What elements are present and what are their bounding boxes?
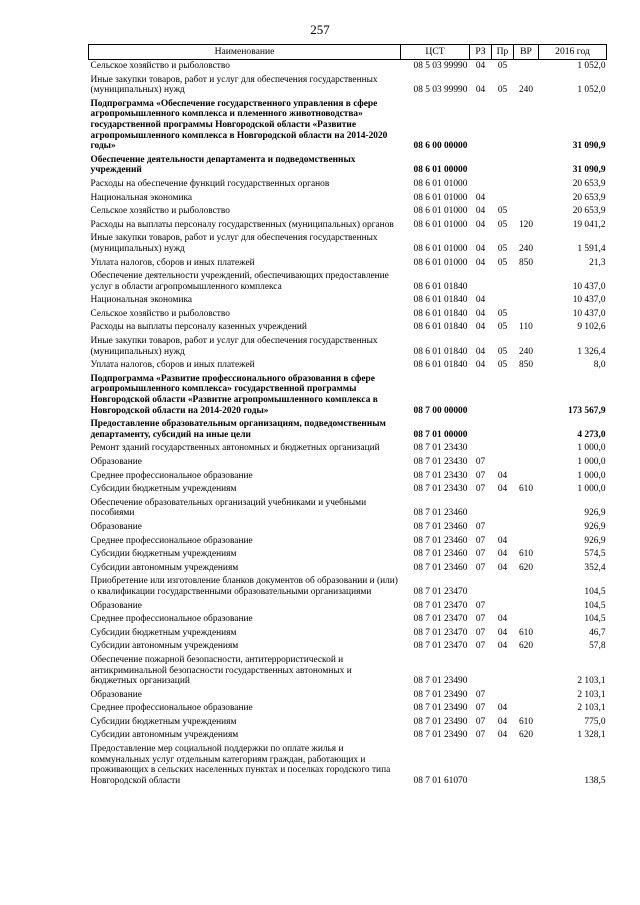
- cell-name: Иные закупки товаров, работ и услуг для обеспечения государственных (муниципальных) нужд: [90, 233, 378, 254]
- cell-rz: [470, 575, 492, 599]
- cell-year: 1 052,0: [577, 85, 606, 96]
- cell-cst: 08 6 01 00000: [413, 165, 468, 176]
- cell-cst: 08 6 01 01000: [413, 219, 468, 230]
- cell-pr: 04: [497, 627, 508, 638]
- cell-vr: [514, 373, 539, 418]
- cell-rz: 04: [475, 295, 486, 306]
- cell-name: Предоставление образовательным организациям, подведомственным департаменту, субсидий на иные цели: [90, 419, 386, 440]
- header-name: Наименование: [89, 45, 401, 60]
- cell-name: Субсидии автономным учреждениям: [90, 730, 239, 741]
- cell-pr: [492, 689, 514, 703]
- cell-vr: [514, 600, 539, 614]
- table-row: [89, 359, 607, 373]
- cell-rz: 07: [475, 549, 486, 560]
- table-row: [89, 270, 607, 294]
- cell-pr: [492, 575, 514, 599]
- cell-name: Национальная экономика: [90, 192, 193, 203]
- cell-year: 20 653,9: [572, 192, 606, 203]
- cell-year: 10 437,0: [572, 295, 606, 306]
- cell-cst: 08 7 01 23490: [413, 689, 468, 700]
- cell-year: 1 000,0: [577, 484, 606, 495]
- cell-name: Субсидии бюджетным учреждениям: [90, 549, 237, 560]
- cell-vr: 110: [519, 322, 533, 333]
- cell-rz: 04: [475, 192, 486, 203]
- cell-vr: [514, 154, 539, 178]
- cell-cst: 08 7 01 23430: [413, 470, 468, 481]
- header-year: 2016 год: [539, 45, 607, 60]
- cell-rz: 04: [475, 219, 486, 230]
- cell-rz: 04: [475, 61, 486, 71]
- cell-name: Субсидии бюджетным учреждениям: [90, 627, 237, 638]
- cell-pr: 04: [497, 562, 508, 573]
- cell-year: 926,9: [584, 521, 606, 532]
- table-row: [89, 335, 607, 359]
- table-row: [89, 575, 607, 599]
- cell-rz: 04: [475, 322, 486, 333]
- cell-pr: 04: [497, 535, 508, 546]
- table-header-row: [89, 45, 607, 60]
- cell-vr: 240: [518, 346, 534, 357]
- cell-cst: 08 6 01 01840: [413, 295, 468, 306]
- cell-rz: 07: [475, 562, 486, 573]
- cell-vr: [514, 192, 539, 206]
- cell-pr: 04: [497, 470, 508, 481]
- cell-vr: [514, 689, 539, 703]
- cell-vr: 610: [518, 627, 534, 638]
- cell-year: 352,4: [584, 562, 606, 573]
- cell-year: 20 653,9: [572, 206, 606, 217]
- cell-year: 104,5: [584, 586, 606, 597]
- cell-pr: [492, 418, 514, 442]
- cell-cst: 08 6 01 01000: [413, 206, 468, 217]
- cell-name: Образование: [90, 689, 142, 700]
- table-row: [89, 232, 607, 256]
- cell-cst: 08 7 01 23460: [413, 549, 468, 560]
- cell-cst: 08 6 01 01000: [413, 192, 468, 203]
- cell-name: Среднее профессиональное образование: [90, 703, 253, 714]
- cell-year: 46,7: [589, 627, 606, 638]
- cell-pr: 04: [497, 614, 508, 625]
- cell-year: 1 000,0: [577, 457, 606, 467]
- cell-vr: 620: [518, 730, 534, 741]
- cell-cst: 08 7 01 23460: [413, 521, 468, 532]
- cell-pr: 04: [497, 716, 508, 727]
- cell-name: Образование: [90, 457, 142, 467]
- cell-year: 9 102,6: [577, 322, 606, 333]
- cell-vr: [514, 470, 539, 484]
- table-row: [89, 373, 607, 418]
- cell-pr: [492, 154, 514, 178]
- cell-year: 31 090,9: [572, 141, 606, 152]
- cell-rz: 04: [475, 360, 486, 371]
- cell-rz: [470, 418, 492, 442]
- cell-cst: 08 7 00 00000: [413, 405, 468, 416]
- cell-vr: [514, 654, 539, 689]
- cell-pr: 05: [497, 360, 508, 371]
- table-row: [89, 154, 607, 178]
- cell-rz: 07: [475, 535, 486, 546]
- table-row: [89, 74, 607, 98]
- cell-pr: [492, 178, 514, 192]
- cell-pr: 04: [497, 549, 508, 560]
- cell-rz: [470, 373, 492, 418]
- cell-pr: 04: [497, 484, 508, 495]
- cell-vr: [514, 456, 539, 470]
- cell-vr: [514, 308, 539, 322]
- cell-year: 31 090,9: [572, 165, 606, 176]
- table-row: [89, 98, 607, 154]
- cell-name: Среднее профессиональное образование: [90, 535, 253, 546]
- cell-cst: 08 7 01 23470: [413, 627, 468, 638]
- cell-cst: 08 6 01 01000: [413, 243, 468, 254]
- cell-year: 1 000,0: [577, 443, 606, 454]
- cell-cst: 08 6 01 01840: [413, 360, 468, 371]
- cell-year: 2 103,1: [577, 703, 606, 714]
- cell-name: Расходы на обеспечение функций государственных органов: [90, 178, 330, 189]
- cell-name: Иные закупки товаров, работ и услуг для обеспечения государственных (муниципальных) нужд: [90, 336, 378, 357]
- cell-year: 1 052,0: [577, 61, 606, 71]
- cell-pr: [492, 497, 514, 521]
- cell-rz: 04: [475, 206, 486, 217]
- cell-year: 775,0: [584, 716, 606, 727]
- cell-pr: 05: [497, 61, 508, 71]
- cell-pr: [492, 654, 514, 689]
- table-row: [89, 60, 607, 74]
- cell-name: Иные закупки товаров, работ и услуг для обеспечения государственных (муниципальных) нужд: [90, 74, 378, 96]
- table-row: [89, 521, 607, 535]
- cell-year: 104,5: [584, 600, 606, 611]
- table-row: [89, 456, 607, 470]
- cell-vr: [514, 442, 539, 456]
- cell-year: 1 000,0: [577, 470, 606, 481]
- table-row: [89, 716, 607, 730]
- table-row: [89, 613, 607, 627]
- cell-rz: [470, 98, 492, 154]
- cell-name: Подпрограмма «Развитие профессионального образования в сфере агропромышленного комплекса» государственной программы Новгородской области «Развитие агропромышленного комплекса в Новгородской области на 2014-2020 годы»: [90, 373, 378, 416]
- cell-rz: 07: [475, 703, 486, 714]
- cell-vr: 240: [518, 85, 534, 96]
- cell-cst: 08 7 01 23430: [413, 457, 468, 467]
- cell-name: Национальная экономика: [90, 295, 193, 306]
- cell-pr: 05: [497, 206, 508, 217]
- table-row: [89, 178, 607, 192]
- cell-name: Субсидии бюджетным учреждениям: [90, 716, 237, 727]
- cell-name: Обеспечение деятельности учреждений, обеспечивающих предоставление услуг в области агропромышленного комплекса: [90, 271, 389, 292]
- cell-vr: [514, 521, 539, 535]
- cell-cst: 08 7 01 00000: [413, 429, 468, 440]
- cell-name: Расходы на выплаты персоналу казенных учреждений: [90, 322, 307, 333]
- table-row: [89, 257, 607, 271]
- cell-vr: [514, 497, 539, 521]
- cell-year: 574,5: [584, 549, 606, 560]
- cell-year: 10 437,0: [572, 281, 606, 292]
- cell-year: 57,8: [589, 641, 606, 652]
- cell-vr: 620: [518, 562, 534, 573]
- cell-year: 2 103,1: [577, 676, 606, 687]
- cell-cst: 08 7 01 23430: [413, 443, 468, 454]
- cell-pr: [492, 743, 514, 788]
- cell-pr: 04: [497, 703, 508, 714]
- cell-year: 104,5: [584, 614, 606, 625]
- table-row: [89, 689, 607, 703]
- cell-pr: [492, 98, 514, 154]
- table-row: [89, 497, 607, 521]
- cell-rz: [470, 154, 492, 178]
- table-row: [89, 321, 607, 335]
- cell-pr: [492, 442, 514, 456]
- cell-rz: [470, 442, 492, 456]
- cell-cst: 08 7 01 23490: [413, 676, 468, 687]
- cell-pr: [492, 192, 514, 206]
- cell-year: 10 437,0: [572, 308, 606, 319]
- table-row: [89, 654, 607, 689]
- cell-rz: 07: [475, 641, 486, 652]
- table-row: [89, 483, 607, 497]
- cell-name: Среднее профессиональное образование: [90, 470, 253, 481]
- cell-vr: [514, 535, 539, 549]
- cell-cst: 08 6 01 01840: [413, 322, 468, 333]
- cell-rz: [470, 178, 492, 192]
- cell-vr: 850: [518, 360, 534, 371]
- cell-cst: 08 6 01 01840: [413, 308, 468, 319]
- cell-cst: 08 5 03 99990: [413, 85, 468, 96]
- cell-name: Образование: [90, 600, 142, 611]
- cell-pr: 05: [497, 346, 508, 357]
- table-row: [89, 548, 607, 562]
- cell-name: Расходы на выплаты персоналу государственных (муниципальных) органов: [90, 219, 394, 230]
- cell-rz: [470, 497, 492, 521]
- cell-name: Субсидии автономным учреждениям: [90, 641, 239, 652]
- header-rz: РЗ: [470, 45, 492, 60]
- cell-pr: 05: [497, 308, 508, 319]
- cell-rz: 04: [475, 243, 486, 254]
- cell-rz: [470, 743, 492, 788]
- table-row: [89, 308, 607, 322]
- cell-rz: [470, 654, 492, 689]
- cell-name: Субсидии автономным учреждениям: [90, 562, 239, 573]
- cell-year: 926,9: [584, 535, 606, 546]
- cell-vr: 620: [518, 641, 534, 652]
- cell-year: 1 326,4: [577, 346, 606, 357]
- cell-cst: 08 7 01 61070: [413, 775, 468, 786]
- cell-cst: 08 6 01 01000: [413, 178, 468, 189]
- cell-name: Сельское хозяйство и рыболовство: [90, 308, 230, 319]
- cell-cst: 08 7 01 23470: [413, 614, 468, 625]
- table-row: [89, 418, 607, 442]
- cell-rz: [470, 270, 492, 294]
- cell-pr: 05: [497, 85, 508, 96]
- cell-pr: 05: [497, 219, 508, 230]
- header-pr: Пр: [492, 45, 514, 60]
- cell-pr: 04: [497, 730, 508, 741]
- cell-rz: 04: [475, 257, 486, 268]
- table-row: [89, 535, 607, 549]
- table-row: [89, 627, 607, 641]
- cell-name: Среднее профессиональное образование: [90, 614, 253, 625]
- cell-year: 1 591,4: [577, 243, 606, 254]
- cell-cst: 08 7 01 23430: [413, 484, 468, 495]
- cell-cst: 08 7 01 23460: [413, 535, 468, 546]
- cell-rz: 07: [475, 730, 486, 741]
- cell-vr: 240: [518, 243, 534, 254]
- cell-name: Обеспечение образовательных организаций учебниками и учебными пособиями: [90, 497, 367, 519]
- table-row: [89, 600, 607, 614]
- cell-vr: [514, 60, 539, 74]
- cell-vr: 610: [518, 549, 534, 560]
- cell-cst: 08 7 01 23470: [413, 641, 468, 652]
- cell-year: 1 328,1: [577, 730, 606, 741]
- cell-pr: [492, 456, 514, 470]
- table-row: [89, 470, 607, 484]
- cell-cst: 08 7 01 23490: [413, 703, 468, 714]
- cell-vr: [514, 294, 539, 308]
- cell-pr: [492, 600, 514, 614]
- budget-table: [88, 44, 607, 788]
- cell-name: Субсидии бюджетным учреждениям: [90, 484, 237, 495]
- table-body: [89, 60, 607, 789]
- cell-vr: [514, 98, 539, 154]
- cell-pr: 05: [497, 322, 508, 333]
- cell-name: Сельское хозяйство и рыболовство: [90, 206, 230, 217]
- cell-year: 2 103,1: [577, 689, 606, 700]
- cell-vr: [514, 418, 539, 442]
- cell-rz: 07: [475, 716, 486, 727]
- cell-vr: 610: [518, 484, 534, 495]
- cell-name: Образование: [90, 521, 142, 532]
- cell-vr: [514, 613, 539, 627]
- cell-vr: [514, 270, 539, 294]
- table-row: [89, 743, 607, 788]
- cell-cst: 08 6 01 01840: [413, 346, 468, 357]
- cell-cst: 08 6 01 01840: [413, 281, 468, 292]
- cell-cst: 08 7 01 23460: [413, 562, 468, 573]
- cell-rz: 07: [475, 614, 486, 625]
- cell-name: Подпрограмма «Обеспечение государственного управления в сфере агропромышленного комплекса и племенного животноводства» государственной программы Новгородской области «Развитие агропромышленного комплекса в Новгородской области на 2014-2020 годы»: [90, 98, 388, 152]
- cell-vr: 850: [518, 257, 534, 268]
- cell-year: 19 041,2: [572, 219, 606, 230]
- table-row: [89, 192, 607, 206]
- cell-name: Ремонт зданий государственных автономных и бюджетных организаций: [90, 443, 380, 454]
- cell-rz: 04: [475, 346, 486, 357]
- cell-cst: 08 7 01 23490: [413, 716, 468, 727]
- cell-name: Сельское хозяйство и рыболовство: [90, 61, 230, 71]
- cell-cst: 08 7 01 23470: [413, 586, 468, 597]
- table-row: [89, 294, 607, 308]
- cell-name: Обеспечение деятельности департамента и подведомственных учреждений: [90, 154, 356, 176]
- cell-year: 21,3: [589, 257, 606, 268]
- cell-rz: 07: [475, 521, 486, 532]
- cell-year: 173 567,9: [568, 405, 606, 416]
- table-row: [89, 729, 607, 743]
- cell-rz: 07: [475, 689, 486, 700]
- cell-pr: 05: [497, 257, 508, 268]
- cell-pr: [492, 373, 514, 418]
- cell-rz: 04: [475, 85, 486, 96]
- cell-vr: [514, 575, 539, 599]
- table-row: [89, 562, 607, 576]
- cell-vr: 120: [518, 219, 534, 230]
- cell-rz: 07: [475, 457, 486, 467]
- cell-name: Приобретение или изготовление бланков документов об образовании и (или) о квалификации государственными образовательными организациями: [90, 576, 398, 597]
- table-row: [89, 442, 607, 456]
- cell-year: 138,5: [584, 775, 606, 786]
- cell-pr: [492, 294, 514, 308]
- table-row: [89, 219, 607, 233]
- cell-rz: 04: [475, 308, 486, 319]
- cell-vr: [514, 743, 539, 788]
- cell-year: 926,9: [584, 508, 606, 519]
- cell-cst: 08 5 03 99990: [413, 61, 468, 71]
- header-cst: ЦСТ: [401, 45, 470, 60]
- cell-name: Предоставление мер социальной поддержки по оплате жилья и коммунальных услуг отдельным категориям граждан, работающих и проживающих в сельских населенных пунктах и поселках городского типа Новгородской области: [90, 744, 391, 786]
- cell-vr: [514, 205, 539, 219]
- cell-name: Уплата налогов, сборов и иных платежей: [90, 360, 255, 371]
- page-number: 257: [310, 22, 330, 37]
- table-row: [89, 205, 607, 219]
- header-vr: ВР: [514, 45, 539, 60]
- cell-cst: 08 7 01 23460: [413, 508, 468, 519]
- cell-vr: [514, 702, 539, 716]
- cell-name: Обеспечение пожарной безопасности, антитеррористической и антикриминальной безопасности государственных автономных и бюджетных организаций: [90, 654, 352, 687]
- cell-year: 20 653,9: [572, 178, 606, 189]
- cell-name: Уплата налогов, сборов и иных платежей: [90, 257, 255, 268]
- cell-pr: 04: [497, 641, 508, 652]
- table-row: [89, 640, 607, 654]
- cell-pr: [492, 270, 514, 294]
- cell-rz: 07: [475, 627, 486, 638]
- cell-cst: 08 7 01 23490: [413, 730, 468, 741]
- cell-rz: 07: [475, 484, 486, 495]
- cell-cst: 08 6 00 00000: [413, 141, 468, 152]
- table-row: [89, 702, 607, 716]
- cell-vr: 610: [518, 716, 534, 727]
- cell-pr: [492, 521, 514, 535]
- cell-cst: 08 7 01 23470: [413, 600, 468, 611]
- cell-cst: 08 6 01 01000: [413, 257, 468, 268]
- cell-rz: 07: [475, 470, 486, 481]
- cell-year: 4 273,0: [577, 429, 606, 440]
- cell-vr: [514, 178, 539, 192]
- cell-rz: 07: [475, 600, 486, 611]
- cell-pr: 05: [497, 243, 508, 254]
- cell-year: 8,0: [593, 360, 606, 371]
